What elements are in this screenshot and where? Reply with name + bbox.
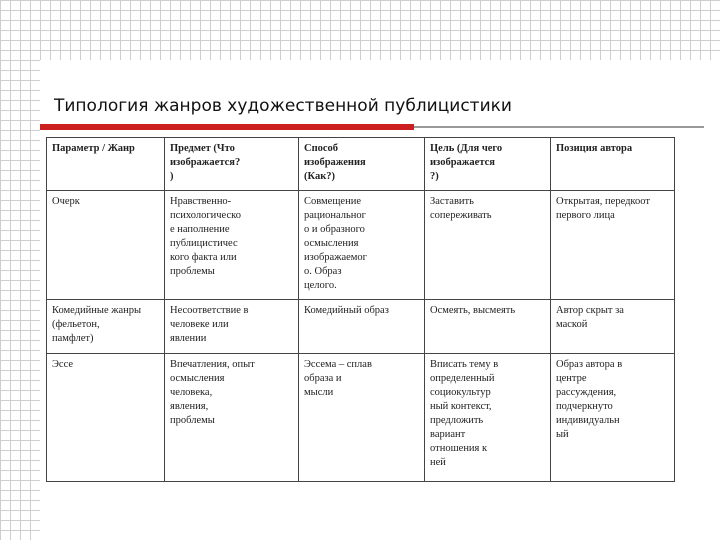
cell-text: Эссема – сплав образа и мысли — [304, 359, 372, 398]
cell-text: Комедийный образ — [304, 305, 389, 316]
title-underline-gray — [414, 126, 704, 128]
table-cell — [551, 354, 675, 482]
table-row — [47, 191, 675, 300]
header-label: Способ изображения (Как?) — [304, 143, 366, 182]
table-cell — [425, 354, 551, 482]
table-cell — [299, 191, 425, 300]
table-cell — [551, 191, 675, 300]
table-cell — [165, 354, 299, 482]
cell-text: Комедийные жанры (фельетон, памфлет) — [52, 305, 142, 344]
table-header-row — [47, 138, 675, 191]
slide-title: Типология жанров художественной публицистики — [54, 96, 512, 116]
genre-table — [46, 137, 675, 482]
title-underline-red — [40, 124, 414, 130]
header-label: Предмет (Что изображается? ) — [170, 143, 241, 182]
cell-text: Заставить сопереживать — [430, 196, 492, 221]
cell-text: Нравственно- психологическо е наполнение публицистичес кого факта или проблемы — [170, 196, 241, 277]
header-label: Параметр / Жанр — [52, 143, 135, 154]
header-label: Позиция автора — [556, 143, 633, 154]
table-cell — [299, 300, 425, 354]
cell-text: Осмеять, высмеять — [430, 305, 516, 316]
table-cell — [47, 354, 165, 482]
table-header-cell — [165, 138, 299, 191]
table-row — [47, 300, 675, 354]
cell-text: Совмещение рациональног о и образного осмысления изображаемог о. Образ целого. — [304, 196, 367, 291]
cell-text: Вписать тему в определенный социокультур ный контекст, предложить вариант отношения к ней — [430, 359, 499, 468]
table-cell — [425, 300, 551, 354]
table-cell — [47, 191, 165, 300]
table-header-cell — [551, 138, 675, 191]
table-cell — [47, 300, 165, 354]
cell-text: Открытая, передкоот первого лица — [556, 196, 650, 221]
table-header-cell — [425, 138, 551, 191]
table-cell — [299, 354, 425, 482]
table-header-cell — [299, 138, 425, 191]
cell-text: Несоответствие в человеке или явлении — [170, 305, 249, 344]
table-cell — [165, 300, 299, 354]
cell-text: Образ автора в центре рассуждения, подчеркнуто индивидуальн ый — [556, 359, 623, 440]
decorative-grid-left — [0, 0, 40, 540]
decorative-grid-top — [40, 0, 720, 60]
table-cell — [551, 300, 675, 354]
cell-text: Автор скрыт за маской — [556, 305, 624, 330]
header-label: Цель (Для чего изображается ?) — [430, 143, 503, 182]
cell-text: Впечатления, опыт осмысления человека, явления, проблемы — [170, 359, 255, 426]
table-cell — [425, 191, 551, 300]
cell-text: Эссе — [52, 359, 74, 370]
cell-text: Очерк — [52, 196, 80, 207]
table-header-cell — [47, 138, 165, 191]
table-row — [47, 354, 675, 482]
table-cell — [165, 191, 299, 300]
